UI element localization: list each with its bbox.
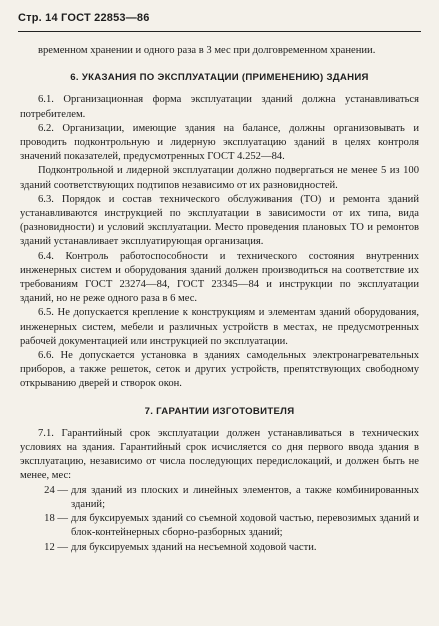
paragraph-6-4: 6.4. Контроль работоспособности и технического состояния внутренних инженерных систем и оборудования зданий должен производиться на соответствие их требованиям ГОСТ 23274—84, ГОСТ 23345—84 и инструкции по эксплуатации зданий, но не реже одного раза в 6 мес. bbox=[20, 250, 419, 305]
header-rule bbox=[18, 31, 421, 32]
paragraph-6-3: 6.3. Порядок и состав технического обслуживания (ТО) и ремонта зданий устанавливаются инструкцией по эксплуатации в зависимости от их типа, вида (разновидности) и условий эксплуатации. Место проведения плановых ТО и ремонтов зданий устанавливает эксплуатирующая организация. bbox=[20, 193, 419, 248]
paragraph-7-1: 7.1. Гарантийный срок эксплуатации должен устанавливаться в технических условиях на здания. Гарантийный срок исчисляется со дня первого ввода здания в эксплуатацию, независимо от числа последующих передислокаций, и должен быть не менее, мес: bbox=[20, 427, 419, 482]
continuation-paragraph: временном хранении и одного раза в 3 мес при долговременном хранении. bbox=[38, 45, 376, 56]
document-body bbox=[20, 44, 419, 555]
list-item bbox=[20, 484, 419, 512]
list-item bbox=[20, 541, 419, 555]
list-item-text: для буксируемых зданий на несъемной ходовой части. bbox=[71, 541, 317, 553]
list-item-number: 24 — bbox=[44, 484, 68, 496]
list-item bbox=[20, 512, 419, 540]
list-item-text: для зданий из плоских и линейных элементов, а также комбинированных зданий; bbox=[71, 484, 419, 510]
section-6-title: 6. УКАЗАНИЯ ПО ЭКСПЛУАТАЦИИ (ПРИМЕНЕНИЮ) ЗДАНИЯ bbox=[70, 72, 369, 84]
paragraph-6-5: 6.5. Не допускается крепление к конструкциям и элементам зданий оборудования, инженерных систем, мебели и различных устройств в местах, не предусмотренных рабочей документацией или инструкцией по эксплуатации. bbox=[20, 307, 419, 347]
paragraph-6-2: 6.2. Организации, имеющие здания на балансе, должны организовывать и проводить подконтрольную и лидерную эксплуатацию зданий в целях контроля значений показателей, предусмотренных ГОСТ 4.252—84. bbox=[20, 122, 419, 163]
list-item-number: 12 — bbox=[44, 541, 68, 553]
list-item-number: 18 — bbox=[44, 513, 68, 525]
list-item-text: для буксируемых зданий со съемной ходовой частью, перевозимых зданий и блок-контейнерных сборно-разборных зданий; bbox=[71, 513, 419, 539]
page-header: Стр. 14 ГОСТ 22853—86 bbox=[18, 12, 150, 24]
paragraph-6-1: 6.1. Организационная форма эксплуатации зданий должна устанавливаться потребителем. bbox=[20, 94, 419, 120]
section-7-title: 7. ГАРАНТИИ ИЗГОТОВИТЕЛЯ bbox=[144, 405, 295, 417]
paragraph-6-2-cont: Подконтрольной и лидерной эксплуатации должно подвергаться не менее 5 из 100 зданий соответствующих подтипов независимо от их разновидностей. bbox=[20, 165, 419, 191]
paragraph-6-6: 6.6. Не допускается установка в зданиях самодельных электронагревательных приборов, а также решеток, сеток и других устройств, препятствующих свободному открыванию дверей и створок окон. bbox=[20, 350, 419, 390]
